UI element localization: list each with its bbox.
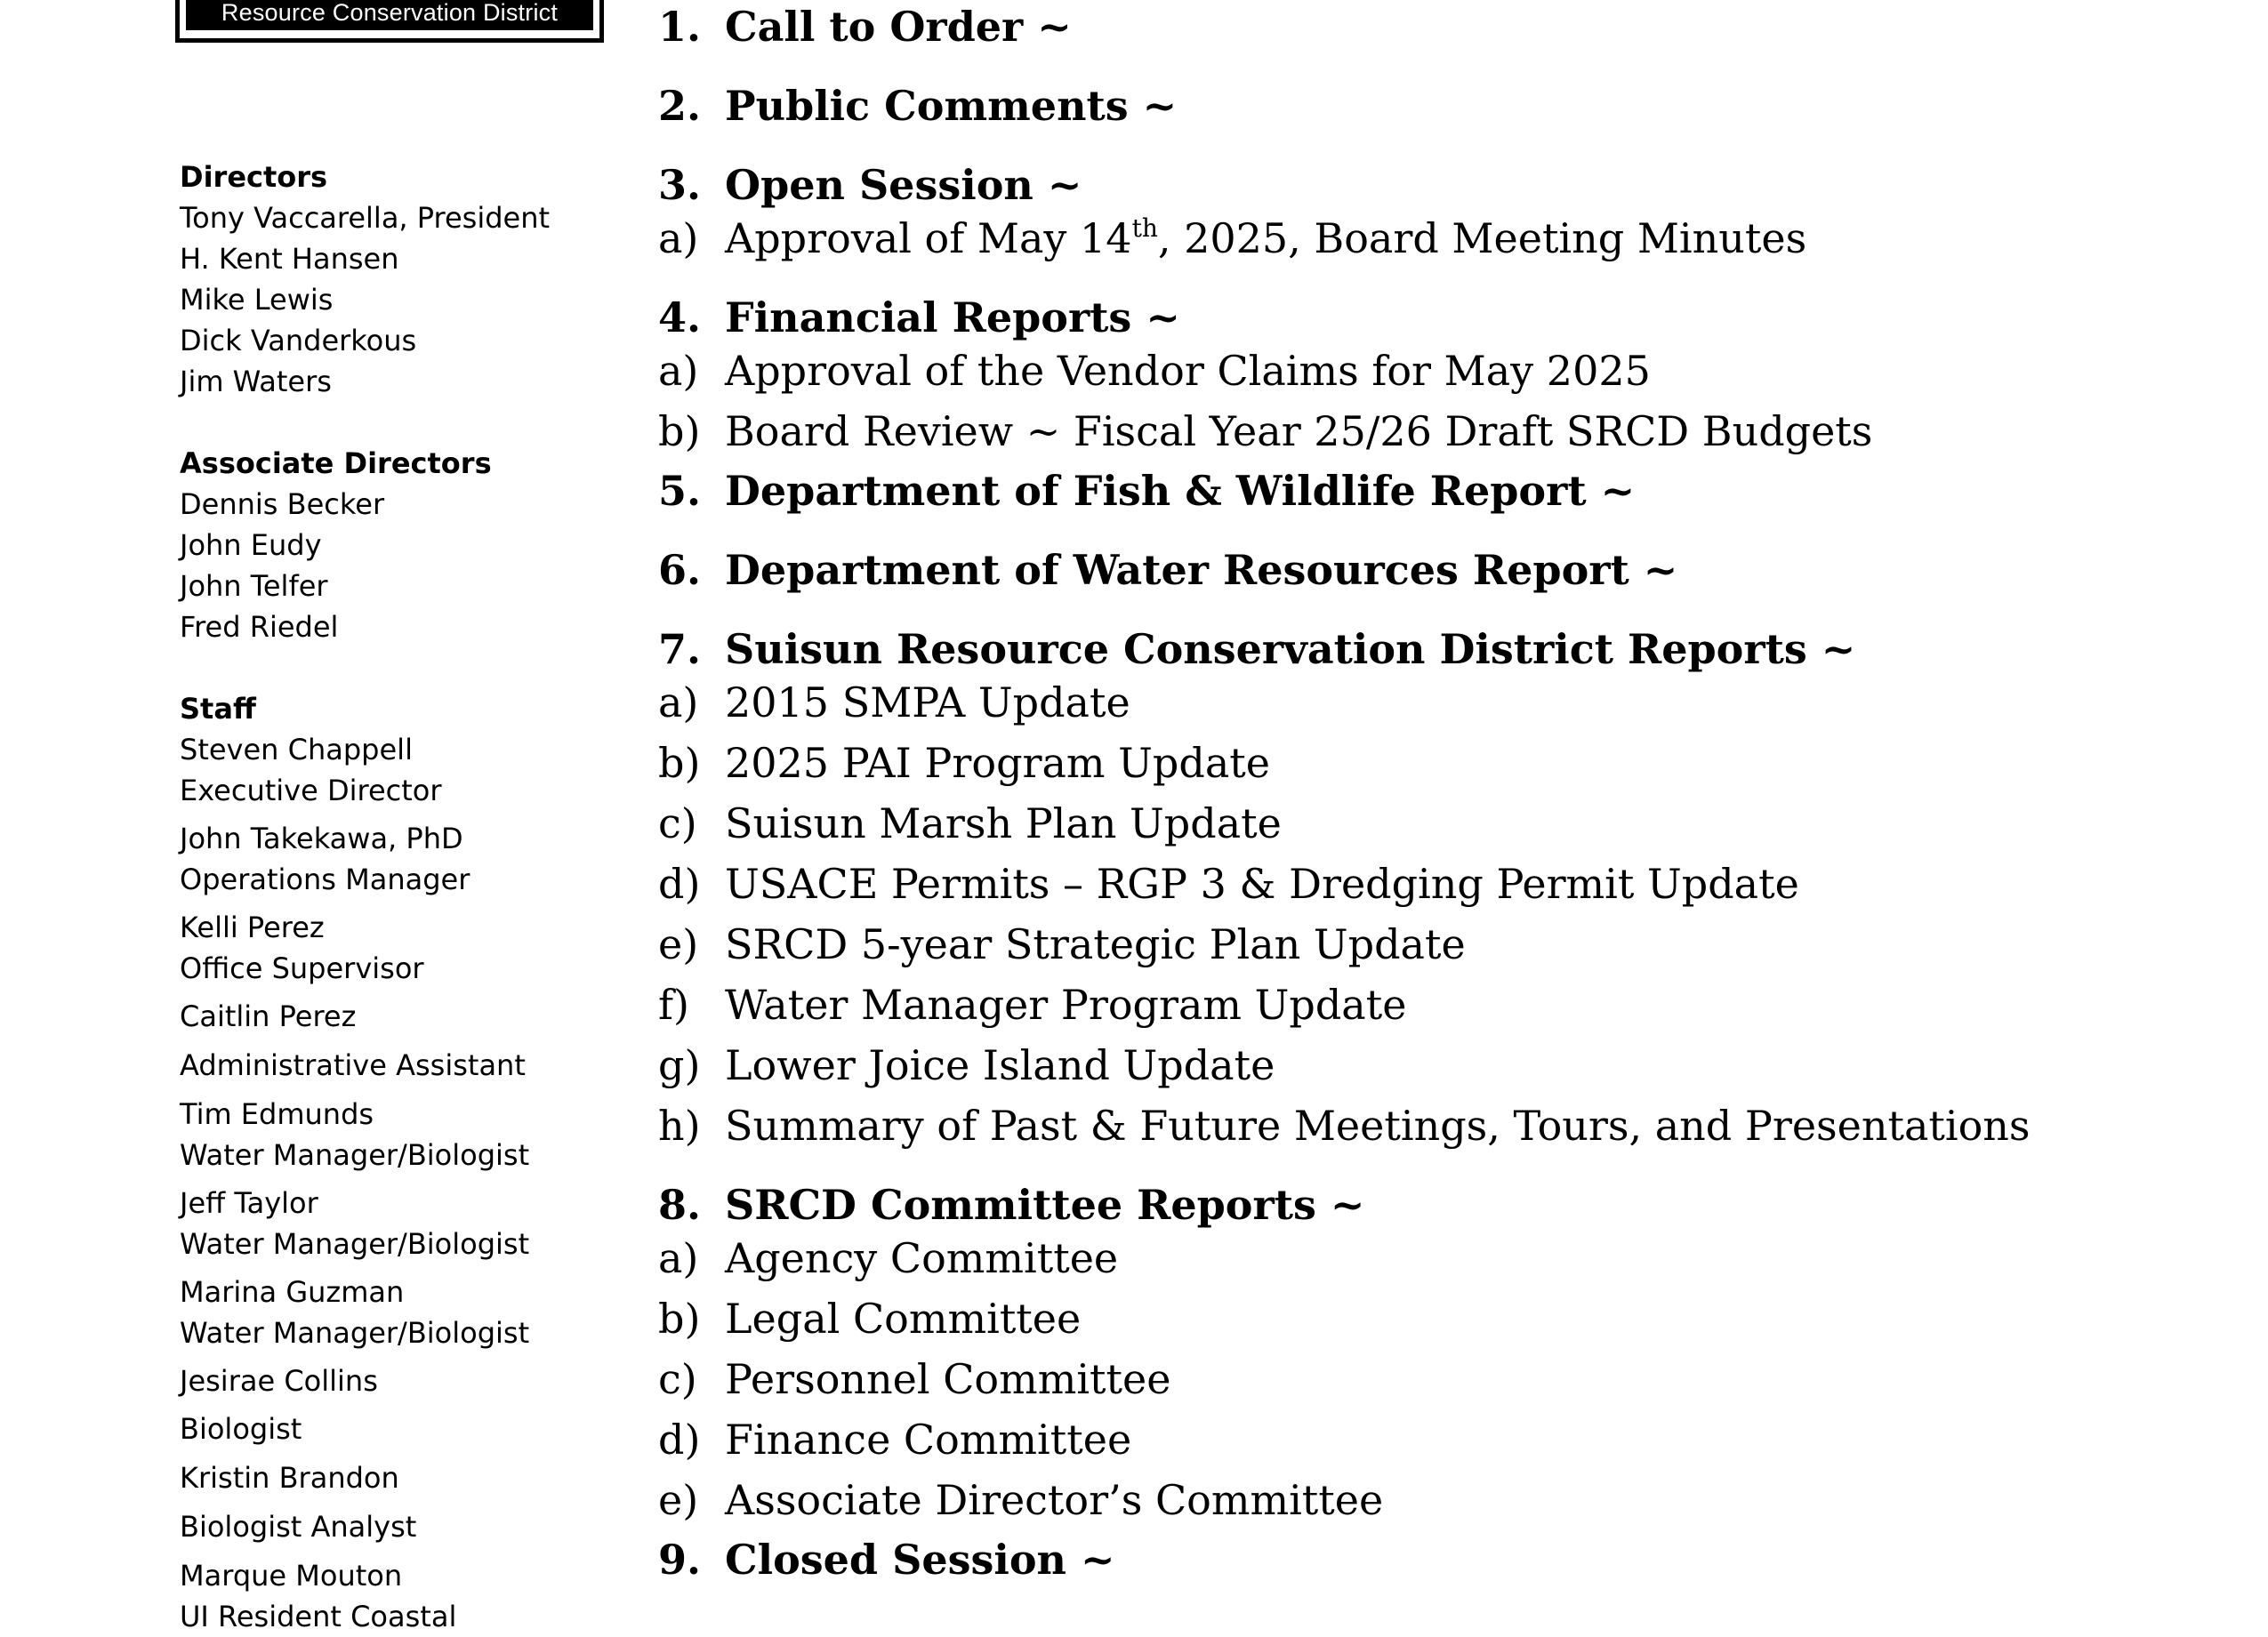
subitem-text: Lower Joice Island Update xyxy=(725,1041,1275,1089)
subitem-text: Approval of the Vendor Claims for May 2025 xyxy=(725,347,1651,395)
agenda-subitem xyxy=(658,1413,1131,1466)
agenda-item-public-comments xyxy=(658,79,1177,132)
agenda-item-title: Suisun Resource Conservation District Reports ~ xyxy=(725,625,1856,673)
subitem-text: USACE Permits – RGP 3 & Dredging Permit Update xyxy=(725,860,1799,908)
agenda-item-number: 9. xyxy=(658,1536,702,1584)
staff-title: Water Manager/Biologist xyxy=(180,1316,530,1350)
agenda-item-committee-reports xyxy=(658,1178,1364,1232)
agenda-subitem xyxy=(658,797,1282,850)
agenda-subitem xyxy=(658,212,1806,265)
district-logo xyxy=(175,0,604,43)
agenda-item-srcd-reports xyxy=(658,622,1855,676)
agenda-item-title: Public Comments ~ xyxy=(725,82,1178,130)
subitem-letter: d) xyxy=(658,1416,701,1464)
agenda-subitem xyxy=(658,736,1270,790)
subitem-letter: b) xyxy=(658,739,701,787)
subitem-text: Finance Committee xyxy=(725,1416,1132,1464)
director-name: Jim Waters xyxy=(180,365,332,398)
ordinal-suffix: th xyxy=(1131,213,1158,243)
agenda-item-title: SRCD Committee Reports ~ xyxy=(725,1181,1365,1229)
agenda-subitem xyxy=(658,1232,1118,1285)
agenda-subitem xyxy=(658,344,1651,397)
staff-name: Marque Mouton xyxy=(180,1559,403,1593)
agenda-subitem xyxy=(658,1099,2031,1152)
agenda-item-number: 6. xyxy=(658,546,702,594)
subitem-text: Summary of Past & Future Meetings, Tours, and Presentations xyxy=(725,1102,2031,1150)
subitem-text: Personnel Committee xyxy=(725,1355,1171,1403)
agenda-subitem xyxy=(658,978,1406,1031)
director-name: Mike Lewis xyxy=(180,283,334,317)
subitem-letter: g) xyxy=(658,1041,701,1089)
associate-directors-heading: Associate Directors xyxy=(180,446,492,480)
subitem-letter: a) xyxy=(658,347,699,395)
agenda-item-number: 5. xyxy=(658,467,702,515)
agenda-item-number: 4. xyxy=(658,293,702,341)
subitem-letter: a) xyxy=(658,1234,699,1282)
staff-name: Caitlin Perez xyxy=(180,999,357,1033)
subitem-text: Suisun Marsh Plan Update xyxy=(725,799,1282,847)
staff-title: Biologist xyxy=(180,1412,302,1446)
associate-director-name: Dennis Becker xyxy=(180,487,385,521)
associate-director-name: John Eudy xyxy=(180,528,322,562)
staff-title: Executive Director xyxy=(180,774,442,807)
associate-director-name: Fred Riedel xyxy=(180,610,339,644)
staff-title: Biologist Analyst xyxy=(180,1510,417,1544)
staff-title: Office Supervisor xyxy=(180,951,424,985)
agenda-item-financial-reports xyxy=(658,291,1180,344)
subitem-text: 2015 SMPA Update xyxy=(725,678,1130,726)
directors-heading: Directors xyxy=(180,160,328,194)
agenda-subitem xyxy=(658,405,1872,458)
subitem-text: Water Manager Program Update xyxy=(725,981,1407,1029)
agenda-subitem xyxy=(658,1473,1383,1527)
agenda-item-title: Department of Fish & Wildlife Report ~ xyxy=(725,467,1636,515)
agenda-item-closed-session xyxy=(658,1533,1115,1586)
staff-title: Administrative Assistant xyxy=(180,1048,526,1082)
agenda-subitem xyxy=(658,1352,1170,1406)
staff-name: Jesirae Collins xyxy=(180,1364,378,1398)
agenda-item-title: Call to Order ~ xyxy=(725,3,1072,51)
agenda-item-call-to-order xyxy=(658,0,1072,53)
subitem-text: 2025 PAI Program Update xyxy=(725,739,1270,787)
staff-name: John Takekawa, PhD xyxy=(180,822,463,855)
staff-heading: Staff xyxy=(180,692,256,726)
subitem-text: SRCD 5-year Strategic Plan Update xyxy=(725,920,1466,968)
staff-name: Kelli Perez xyxy=(180,911,325,944)
staff-title: Water Manager/Biologist xyxy=(180,1227,530,1261)
agenda-item-open-session xyxy=(658,158,1082,212)
associate-director-name: John Telfer xyxy=(180,569,328,603)
agenda-item-number: 7. xyxy=(658,625,702,673)
staff-name: Kristin Brandon xyxy=(180,1461,399,1495)
agenda-subitem xyxy=(658,857,1799,911)
staff-name: Steven Chappell xyxy=(180,733,413,766)
staff-title: Operations Manager xyxy=(180,863,470,896)
agenda-subitem xyxy=(658,918,1466,971)
director-name: H. Kent Hansen xyxy=(180,242,399,276)
agenda-item-number: 1. xyxy=(658,3,702,51)
subitem-text: Legal Committee xyxy=(725,1295,1082,1343)
director-name: Dick Vanderkous xyxy=(180,324,417,357)
subitem-letter: a) xyxy=(658,678,699,726)
director-name: Tony Vaccarella, President xyxy=(180,201,551,235)
subitem-letter: e) xyxy=(658,1476,699,1524)
agenda-subitem xyxy=(658,1292,1081,1345)
agenda-item-water-resources xyxy=(658,543,1677,597)
subitem-text: Agency Committee xyxy=(725,1234,1119,1282)
subitem-letter: c) xyxy=(658,799,697,847)
subitem-letter: e) xyxy=(658,920,699,968)
subitem-text: Board Review ~ Fiscal Year 25/26 Draft SRCD Budgets xyxy=(725,407,1873,455)
agenda-item-title: Department of Water Resources Report ~ xyxy=(725,546,1678,594)
staff-title: Water Manager/Biologist xyxy=(180,1138,530,1172)
subitem-text: Associate Director’s Committee xyxy=(725,1476,1384,1524)
subitem-letter: h) xyxy=(658,1102,701,1150)
subitem-text: , 2025, Board Meeting Minutes xyxy=(1157,214,1807,262)
subitem-text: Approval of May 14 xyxy=(725,214,1132,262)
agenda-subitem xyxy=(658,676,1130,729)
subitem-letter: b) xyxy=(658,407,701,455)
staff-name: Marina Guzman xyxy=(180,1275,405,1309)
subitem-letter: d) xyxy=(658,860,701,908)
staff-name: Tim Edmunds xyxy=(180,1097,374,1131)
agenda-item-title: Financial Reports ~ xyxy=(725,293,1180,341)
logo-text: Resource Conservation District xyxy=(186,0,593,30)
agenda-item-number: 2. xyxy=(658,82,702,130)
subitem-letter: a) xyxy=(658,214,699,262)
agenda-item-number: 3. xyxy=(658,161,702,209)
agenda-item-fish-wildlife xyxy=(658,464,1635,518)
agenda-item-number: 8. xyxy=(658,1181,702,1229)
subitem-letter: c) xyxy=(658,1355,697,1403)
subitem-letter: f) xyxy=(658,981,689,1029)
subitem-letter: b) xyxy=(658,1295,701,1343)
agenda-subitem xyxy=(658,1039,1275,1092)
agenda-item-title: Closed Session ~ xyxy=(725,1536,1115,1584)
agenda-item-title: Open Session ~ xyxy=(725,161,1082,209)
staff-name: Jeff Taylor xyxy=(180,1186,318,1220)
staff-title: UI Resident Coastal xyxy=(180,1600,457,1633)
